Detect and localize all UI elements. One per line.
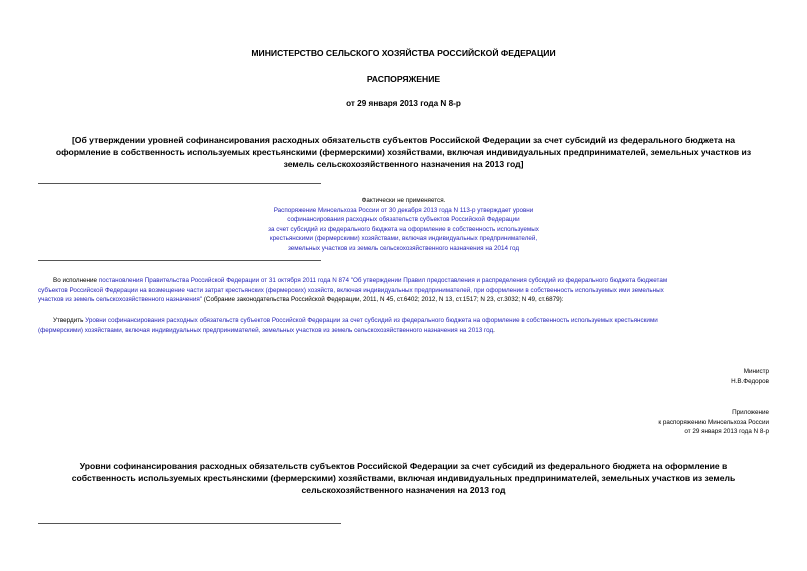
appendix-title-line: сельскохозяйственного назначения на 2013 год (301, 485, 506, 495)
appendix-link[interactable]: (фермерскими) хозяйствами, включая индивидуальных предпринимателей, земельных участков из земель сельскохозяйственного назначения на 2013 год (38, 326, 494, 334)
paragraph-tail: . (493, 326, 495, 334)
notice-link-line[interactable]: земельных участков из земель сельскохозяйственного назначения на 2014 год (287, 244, 520, 252)
signature-position: Министр (743, 368, 769, 375)
notice-block (100, 196, 707, 254)
notice-link-line[interactable]: софинансирования расходных обязательств субъектов Российской Федерации (287, 216, 520, 224)
paragraph-implementation (38, 276, 769, 305)
signature-name: Н.В.Федоров (731, 377, 769, 385)
paragraph-lead: Утвердить (53, 317, 86, 324)
decree-link[interactable]: постановления Правительства Российской Федерации от 31 октября 2011 года N 874 "Об утверждении Правил предоставления и распределения субсидий из федерального бюджета бюджетам (98, 277, 668, 284)
document-title (30, 134, 777, 170)
appendix-title-line: собственность используемых крестьянскими (фермерскими) хозяйствами, включая индивидуальных предпринимателей, земельных участков из земель (71, 473, 736, 483)
document-date-number: от 29 января 2013 года N 8-р (346, 99, 461, 108)
document-type: РАСПОРЯЖЕНИЕ (366, 74, 441, 84)
divider (38, 523, 341, 524)
notice-link[interactable] (100, 206, 707, 254)
title-line: [Об утверждении уровней софинансирования расходных обязательств субъектов Российской Федерации за счет субсидий из федерального бюджета на (71, 135, 736, 145)
appendix-title-line: Уровни софинансирования расходных обязательств субъектов Российской Федерации за счет субсидий из федерального бюджета на оформление в (79, 461, 728, 471)
paragraph-lead: Во исполнение (53, 277, 99, 284)
appendix-ref: к распоряжению Минсельхоза России (658, 418, 769, 426)
notice-status: Фактически не применяется. (361, 197, 446, 204)
divider (38, 260, 321, 261)
title-line: оформление в собственность используемых крестьянскими (фермерскими) хозяйствами, включая индивидуальных предпринимателей, земельных участков из (55, 147, 752, 157)
paragraph-tail: (Собрание законодательства Российской Федерации, 2011, N 45, ст.6402; 2012, N 13, ст.1517; N 23, ст.3032; N 49, ст.6879): (202, 296, 564, 304)
ministry-name: МИНИСТЕРСТВО СЕЛЬСКОГО ХОЗЯЙСТВА РОССИЙСКОЙ ФЕДЕРАЦИИ (251, 48, 556, 58)
decree-link[interactable]: участков из земель сельскохозяйственного назначения" (38, 296, 203, 304)
divider (38, 183, 321, 184)
title-line: земель сельскохозяйственного назначения на 2013 год] (283, 159, 524, 169)
notice-link-line[interactable]: крестьянскими (фермерскими) хозяйствами, включая индивидуальных предпринимателей, (269, 235, 538, 243)
paragraph-approve (38, 316, 769, 335)
appendix-header (520, 408, 769, 437)
notice-link-line[interactable]: за счет субсидий из федерального бюджета на оформление в собственность используемых (268, 225, 539, 233)
appendix-label: Приложение (732, 409, 769, 416)
appendix-title (40, 460, 767, 496)
notice-link-line[interactable]: Распоряжение Минсельхоза России от 30 декабря 2013 года N 113-р утверждает уровни (273, 206, 534, 214)
appendix-link[interactable]: Уровни софинансирования расходных обязательств субъектов Российской Федерации за счет субсидий из федерального бюджета на оформление в собственность используемых крестьянскими (85, 317, 658, 324)
decree-link[interactable]: субъектов Российской Федерации на возмещение части затрат крестьянских (фермерских) хозяйств, включая индивидуальных предпринимателей, при оформлении в собственность используемых ими земельных (38, 286, 664, 294)
appendix-date: от 29 января 2013 года N 8-р (684, 428, 769, 436)
signature-block (570, 367, 769, 386)
